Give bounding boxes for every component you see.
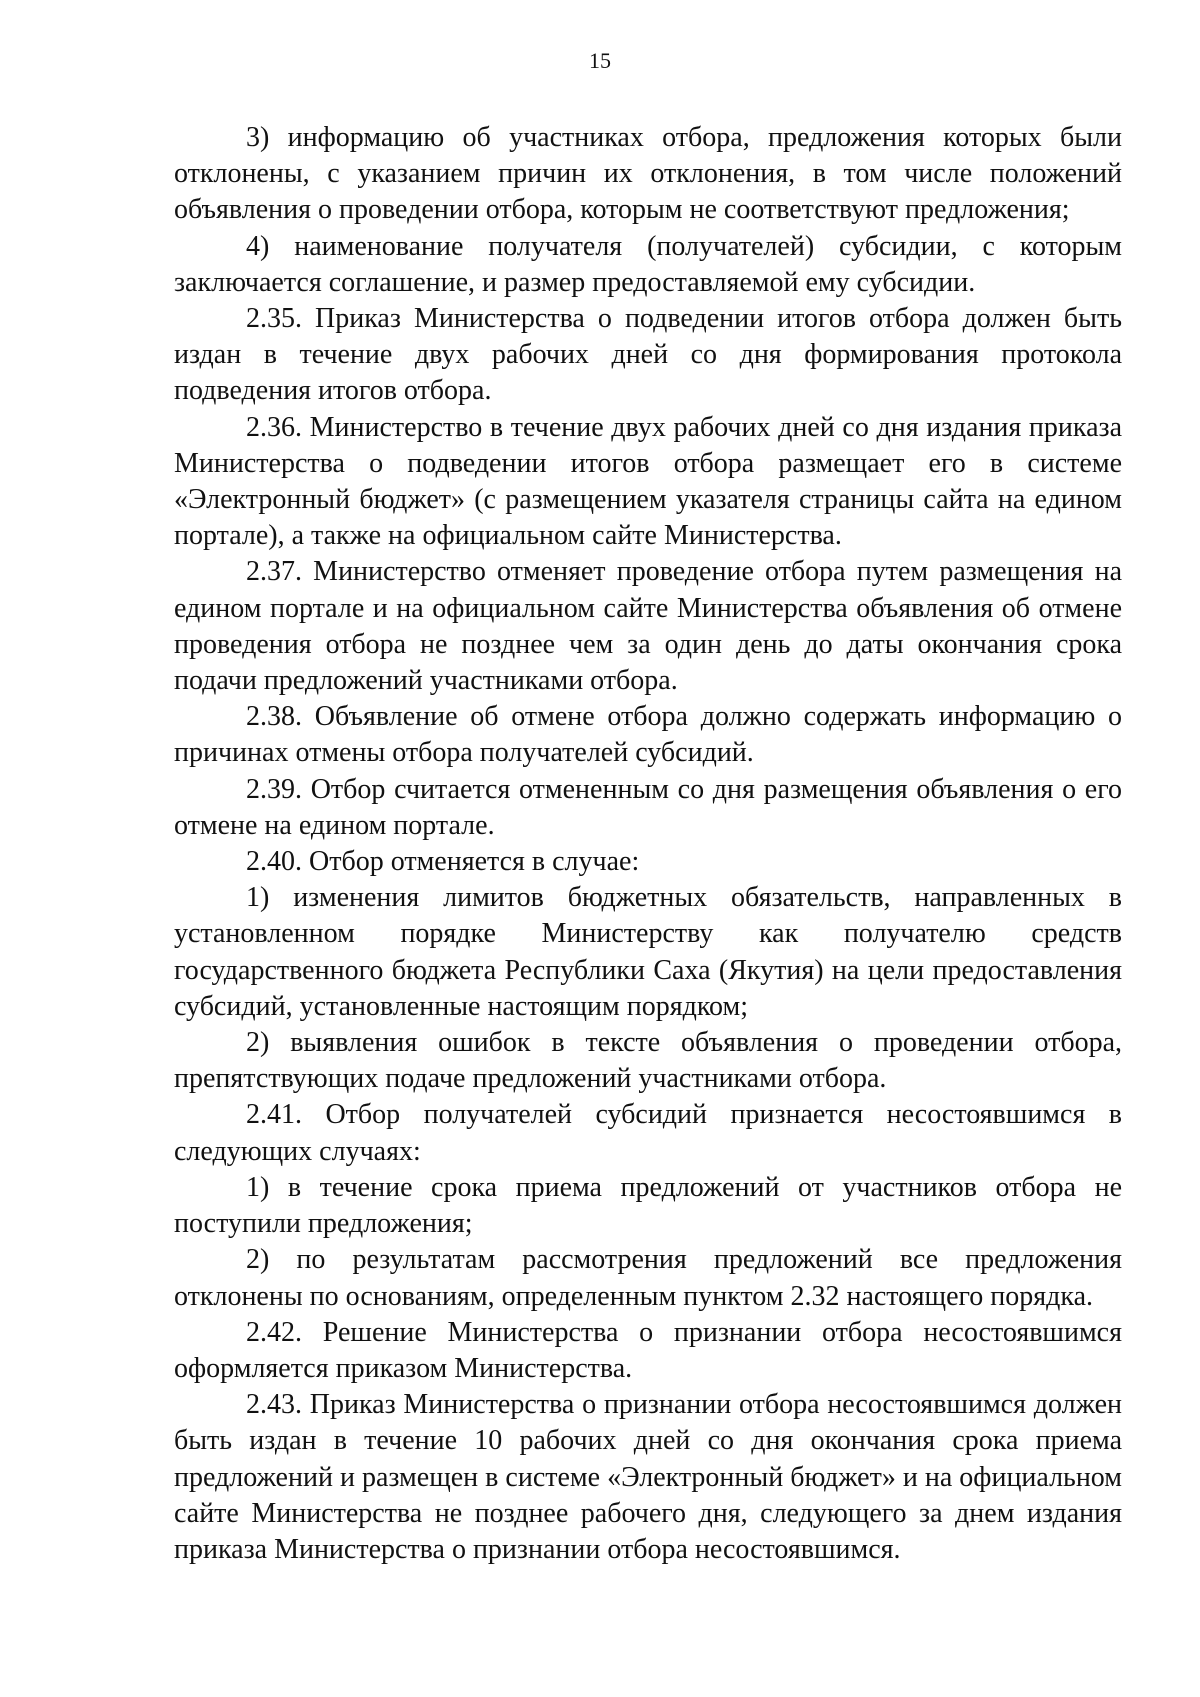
paragraph-2-42: 2.42. Решение Министерства о признании отбора несостоявшимся оформляется приказом Министерства. [174, 1316, 1122, 1384]
paragraph-2-37: 2.37. Министерство отменяет проведение отбора путем размещения на едином портале и на официальном сайте Министерства объявления об отмене проведения отбора не позднее чем за один день до даты окончания срока подачи предложений участниками отбора. [174, 556, 1122, 697]
paragraph-2-41-item-1: 1) в течение срока приема предложений от участников отбора не поступили предложения; [174, 1171, 1122, 1240]
paragraph-2-39: 2.39. Отбор считается отмененным со дня размещения объявления о его отмене на едином портале. [174, 773, 1122, 841]
paragraph-2-35: 2.35. Приказ Министерства о подведении итогов отбора должен быть издан в течение двух рабочих дней со дня формирования протокола подведения итогов отбора. [174, 303, 1122, 407]
page-number: 15 [589, 48, 611, 73]
paragraph-item-4-recipient-name: 4) наименование получателя (получателей) субсидии, с которым заключается соглашение, и размер предоставляемой ему субсидии. [174, 230, 1122, 298]
paragraph-2-36: 2.36. Министерство в течение двух рабочих дней со дня издания приказа Министерства о подведении итогов отбора размещает его в системе «Электронный бюджет» (с размещением указателя страницы сайта на едином портале), а также на официальном сайте Министерства. [174, 411, 1122, 552]
paragraph-2-38: 2.38. Объявление об отмене отбора должно содержать информацию о причинах отмены отбора получателей субсидий. [174, 701, 1122, 769]
paragraph-2-41: 2.41. Отбор получателей субсидий признается несостоявшимся в следующих случаях: [174, 1099, 1122, 1167]
paragraph-2-40: 2.40. Отбор отменяется в случае: [246, 846, 640, 878]
document-body [174, 120, 1122, 1568]
paragraph-2-40-item-2: 2) выявления ошибок в тексте объявления о проведении отбора, препятствующих подаче предложений участниками отбора. [174, 1027, 1122, 1095]
paragraph-2-41-item-2: 2) по результатам рассмотрения предложений все предложения отклонены по основаниям, определенным пунктом 2.32 настоящего порядка. [174, 1244, 1122, 1312]
paragraph-2-43: 2.43. Приказ Министерства о признании отбора несостоявшимся должен быть издан в течение 10 рабочих дней со дня окончания срока приема предложений и размещен в системе «Электронный бюджет» и на официальном сайте Министерства не позднее рабочего дня, следующего за днем издания приказа Министерства о признании отбора несостоявшимся. [174, 1389, 1122, 1565]
paragraph-item-3-info-rejected: 3) информацию об участниках отбора, предложения которых были отклонены, с указанием причин их отклонения, в том числе положений объявления о проведении отбора, которым не соответствуют предложения; [174, 122, 1122, 226]
paragraph-2-40-item-1: 1) изменения лимитов бюджетных обязательств, направленных в установленном порядке Министерству как получателю средств государственного бюджета Республики Саха (Якутия) на цели предоставления субсидий, установленные настоящим порядком; [174, 882, 1122, 1022]
